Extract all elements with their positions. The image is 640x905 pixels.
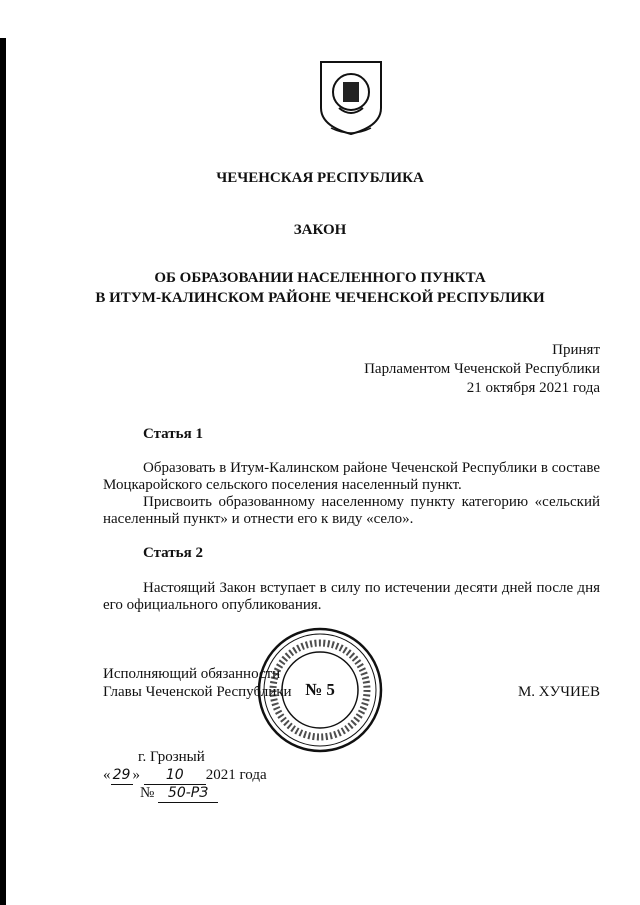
adoption-block	[364, 341, 600, 398]
article-1-paragraph-1: Образовать в Итум-Калинском районе Чеченской Республики в составе Моцкаройского сельского поселения населенный пункт.	[103, 460, 600, 493]
law-title	[0, 268, 640, 308]
date-day: 29	[111, 766, 133, 785]
document-type-heading: ЗАКОН	[293, 222, 347, 238]
date-year: 2021 года	[205, 767, 267, 783]
seal-number: № 5	[305, 680, 335, 699]
signatory-role-line-2: Главы Чеченской Республики	[103, 684, 292, 700]
article-1-paragraph-2: Присвоить образованному населенному пункту категорию «сельский населенный пункт» и отнести его к виду «село».	[103, 494, 600, 527]
signing-date	[103, 766, 267, 785]
coat-of-arms-icon	[317, 58, 385, 138]
law-title-line-2: В ИТУМ-КАЛИНСКОМ РАЙОНЕ ЧЕЧЕНСКОЙ РЕСПУБЛИКИ	[95, 290, 545, 306]
adoption-line-1: Принят	[552, 342, 600, 358]
law-number-value: 50-РЗ	[158, 784, 218, 803]
law-title-line-1: ОБ ОБРАЗОВАНИИ НАСЕЛЕННОГО ПУНКТА	[154, 270, 486, 286]
city: г. Грозный	[138, 749, 205, 765]
date-month: 10	[144, 766, 206, 785]
adoption-line-2: Парламентом Чеченской Республики	[364, 361, 600, 377]
official-seal	[256, 626, 384, 754]
law-number	[140, 784, 218, 803]
article-2-body	[103, 580, 600, 614]
date-open-quote: «	[103, 767, 111, 783]
article-1-heading: Статья 1	[143, 426, 203, 442]
article-1-body	[103, 460, 600, 528]
law-number-prefix: №	[140, 785, 155, 801]
signatory-role-line-1: Исполняющий обязанности	[103, 666, 281, 682]
article-2-heading: Статья 2	[143, 545, 203, 561]
signatory-name: М. ХУЧИЕВ	[517, 684, 600, 700]
republic-heading: ЧЕЧЕНСКАЯ РЕСПУБЛИКА	[216, 170, 424, 186]
adoption-date: 21 октября 2021 года	[466, 380, 600, 396]
article-2-paragraph-1: Настоящий Закон вступает в силу по истечении десяти дней после дня его официального опубликования.	[103, 580, 600, 613]
page-edge-bar	[0, 38, 6, 905]
date-close-quote: »	[132, 767, 140, 783]
